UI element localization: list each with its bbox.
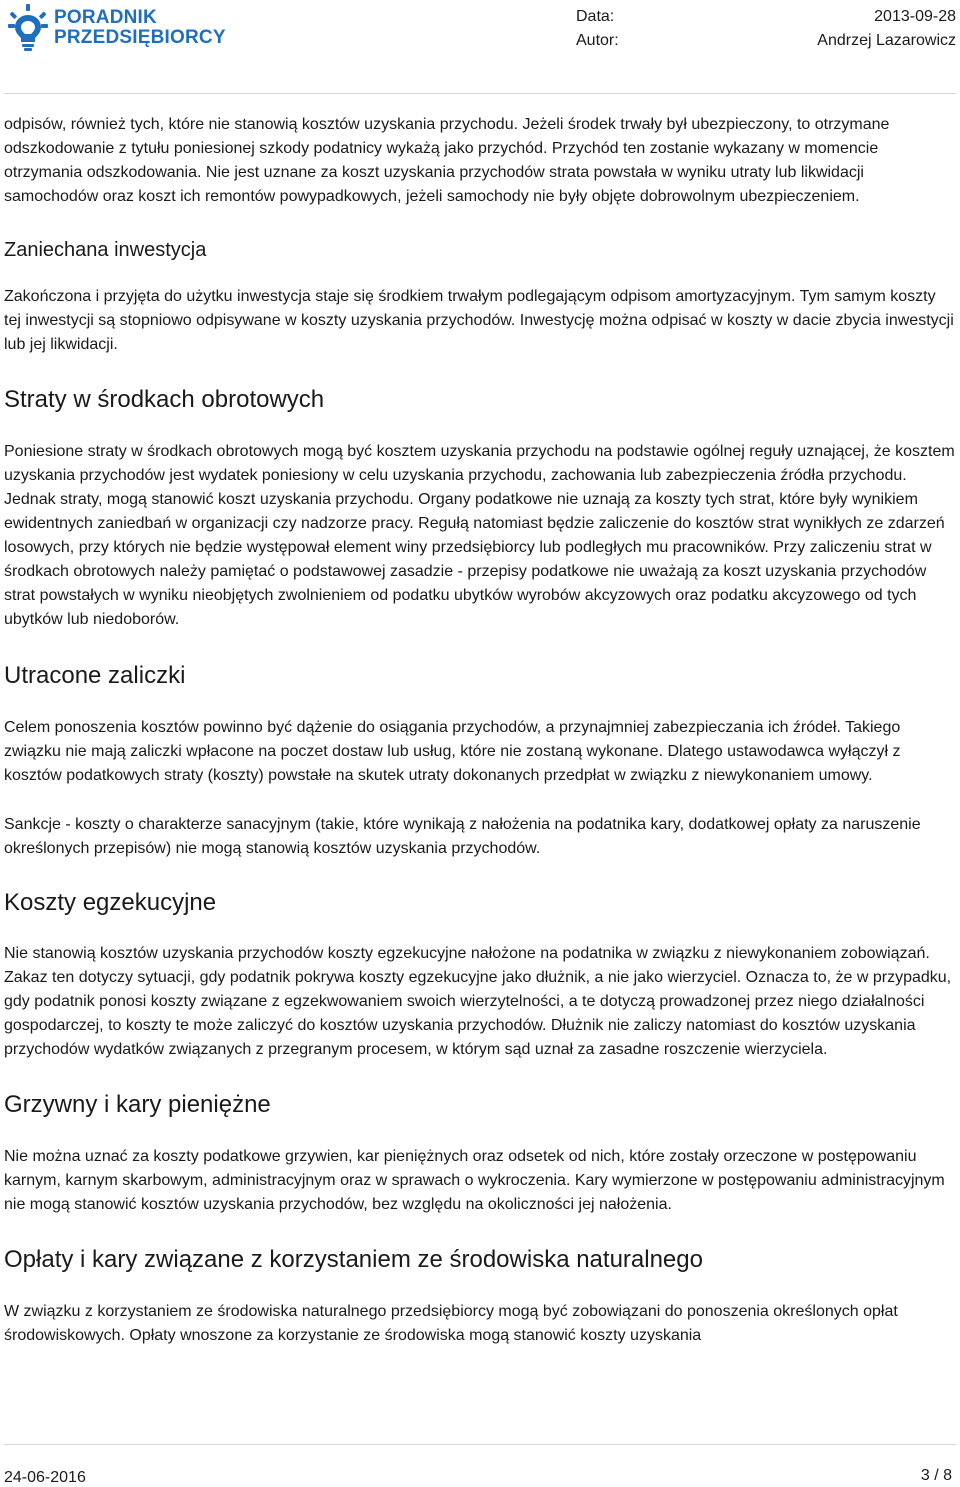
footer-date: 24-06-2016 [4, 1469, 86, 1486]
paragraph-utracone-zaliczki-1: Celem ponoszenia kosztów powinno być dążenie do osiągania przychodów, a przynajmniej zabezpieczania ich źródeł. Takiego związku nie mają zaliczki wpłacone na poczet dostaw lub usług, które nie zostaną wykonane. Dlatego ustawodawca wyłączył z kosztów podatkowych straty (koszty) powstałe na skutek utraty dokonanych przedpłat w związku z niewykonaniem umowy. [4, 719, 901, 784]
intro-paragraph: odpisów, również tych, które nie stanowią kosztów uzyskania przychodu. Jeżeli środek trwały był ubezpieczony, to otrzymane odszkodowanie z tytułu poniesionej szkody podatnicy wykażą jako przychód. Przychód ten zostanie wykazany w momencie otrzymania odszkodowania. Nie jest uznane za koszt uzyskania przychodów strata powstała w wyniku utraty lub likwidacji samochodów oraz koszt ich remontów powypadkowych, jeżeli samochody nie były objęte dobrowolnym ubezpieczeniem. [4, 116, 890, 205]
logo-line-2: PRZEDSIĘBIORCY [54, 27, 226, 48]
footer-divider [4, 1444, 956, 1445]
paragraph-koszty-egzekucyjne: Nie stanowią kosztów uzyskania przychodów koszty egzekucyjne nałożone na podatnika w związku z niewykonaniem zobowiązań. Zakaz ten dotyczy sytuacji, gdy podatnik pokrywa koszty egzekucyjne jako dłużnik, a nie jako wierzyciel. Oznacza to, że w przypadku, gdy podatnik ponosi koszty związane z egzekwowaniem swoich wierzytelności, a te dotyczą prowadzonej przez niego działalności gospodarczej, to koszty te może zaliczyć do kosztów uzyskania przychodów. Dłużnik nie zaliczy natomiast do kosztów uzyskania przychodów wydatków związanych z przegranym procesem, w którym sąd uznał za zasadne roszczenie wierzyciela. [4, 945, 952, 1058]
paragraph-grzywny-i-kary: Nie można uznać za koszty podatkowe grzywien, kar pieniężnych oraz odsetek od nich, które zostały orzeczone w postępowaniu karnym, karnym skarbowym, administracyjnym oraz w sprawach o wykroczenia. Kary wymierzone w postępowaniu administracyjnym nie mogą stanowić kosztów uzyskania przychodów, bez względu na okoliczności jej nałożenia. [4, 1148, 945, 1213]
paragraph-zaniechana-inwestycja: Zakończona i przyjęta do użytku inwestycja staje się środkiem trwałym podlegającym odpisom amortyzacyjnym. Tym samym koszty tej inwestycji są stopniowo odpisywane w koszty uzyskania przychodów. Inwestycję można odpisać w koszty w dacie zbycia inwestycji lub jej likwidacji. [4, 288, 954, 353]
paragraph-utracone-zaliczki-2: Sankcje - koszty o charakterze sanacyjnym (takie, które wynikają z nałożenia na podatnika kary, dodatkowej opłaty za naruszenie określonych przepisów) nie mogą stanowią kosztów uzyskania przychodów. [4, 816, 921, 857]
lightbulb-icon [8, 4, 48, 52]
logo[interactable] [8, 4, 226, 52]
page-header [0, 0, 960, 60]
meta-values [817, 5, 956, 53]
heading-zaniechana-inwestycja: Zaniechana inwestycja [4, 239, 207, 261]
heading-oplaty-i-kary-srodowisko: Opłaty i kary związane z korzystaniem ze środowiska naturalnego [4, 1246, 703, 1273]
logo-line-1: PORADNIK [54, 7, 157, 28]
paragraph-oplaty-i-kary-srodowisko: W związku z korzystaniem ze środowiska naturalnego przedsiębiorcy mogą być zobowiązani do ponoszenia określonych opłat środowiskowych. Opłaty wnoszone za korzystanie ze środowiska mogą stanowić koszty uzyskania [4, 1303, 898, 1344]
heading-utracone-zaliczki: Utracone zaliczki [4, 662, 186, 689]
author-label: Autor: [576, 32, 619, 49]
date-label: Data: [576, 8, 615, 25]
author-value: Andrzej Lazarowicz [817, 32, 956, 49]
heading-koszty-egzekucyjne: Koszty egzekucyjne [4, 889, 217, 916]
article-content [4, 113, 956, 1348]
date-value: 2013-09-28 [874, 8, 956, 25]
paragraph-straty-w-srodkach-obrotowych: Poniesione straty w środkach obrotowych mogą być kosztem uzyskania przychodu na podstawie ogólnej reguły uznającej, że kosztem uzyskania przychodów jest wydatek poniesiony w celu uzyskania przychodu, zachowania lub zabezpieczenia źródła przychodu. Jednak straty, mogą stanowić koszt uzyskania przychodu. Organy podatkowe nie uznają za koszty tych strat, które były wynikiem ewidentnych zaniedbań w organizacji czy nadzorze pracy. Regułą natomiast będzie zaliczenie do kosztów strat wynikłych ze zdarzeń losowych, przy których nie będzie występował element winy przedsiębiorcy lub podległych mu pracowników. Przy zaliczeniu strat w środkach obrotowych należy pamiętać o podstawowej zasadzie - przepisy podatkowe nie uważają za koszt uzyskania przychodów strat powstałych w wyniku nieobjętych zwolnieniem od podatku ubytków wyrobów akcyzowych oraz podatku akcyzowego od tych ubytków lub niedoborów. [4, 443, 955, 628]
meta-labels [576, 5, 619, 53]
page-number: 3 / 8 [920, 1467, 952, 1484]
heading-grzywny-i-kary: Grzywny i kary pieniężne [4, 1091, 271, 1118]
header-divider [4, 93, 956, 94]
heading-straty-w-srodkach-obrotowych: Straty w środkach obrotowych [4, 386, 325, 413]
logo-text [54, 8, 226, 48]
